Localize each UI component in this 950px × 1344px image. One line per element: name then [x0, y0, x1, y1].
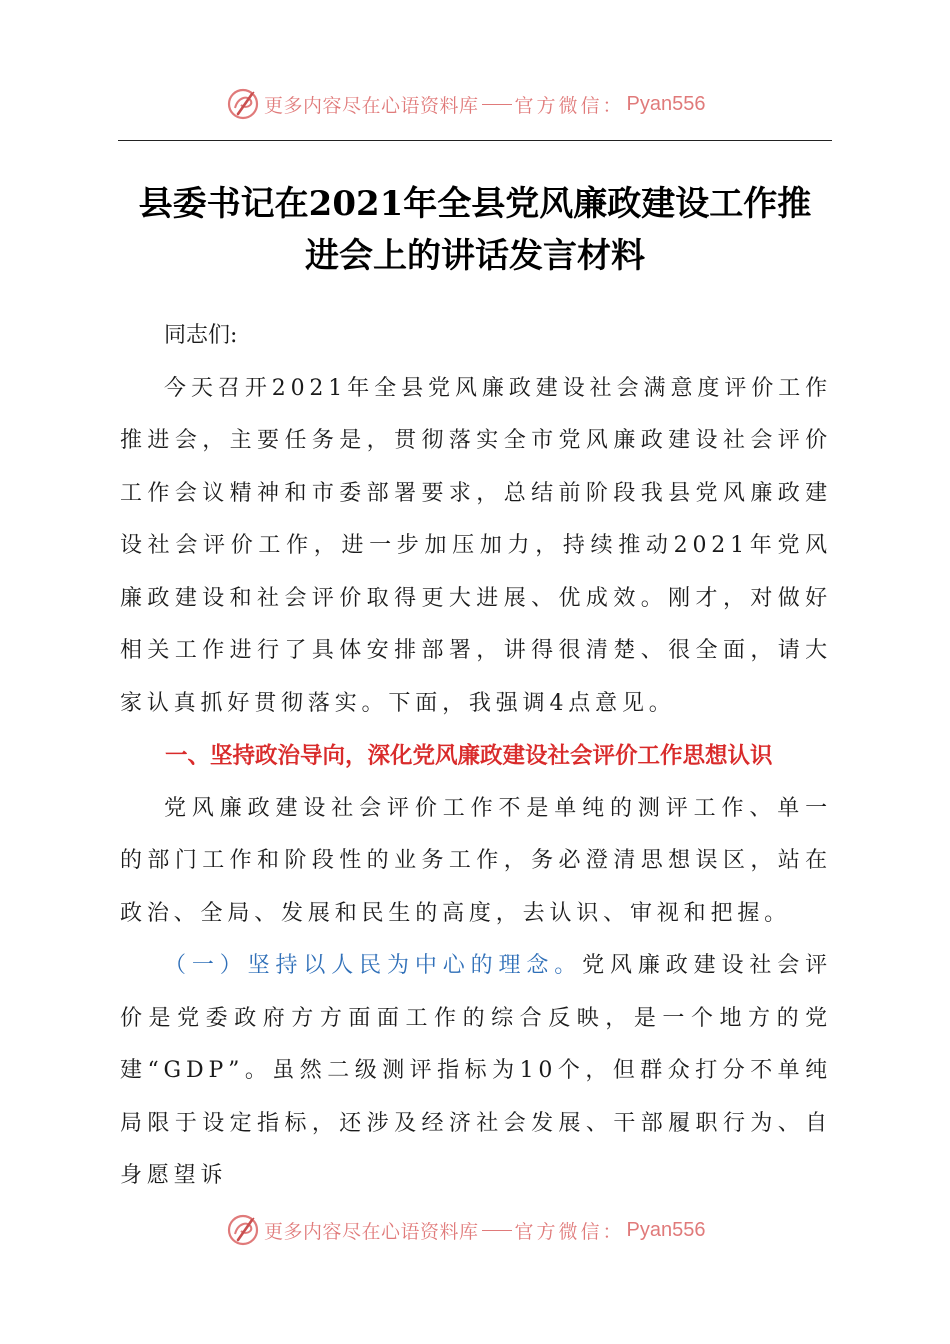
title-line-1: 县委书记在2021年全县党风廉政建设工作推	[138, 184, 812, 224]
footer-watermark	[226, 1210, 726, 1250]
pen-swirl-logo-icon	[226, 87, 260, 121]
wechat-label: 官方微信：	[514, 94, 625, 117]
paragraph-subsection-1	[120, 940, 832, 1203]
subsection-heading-1: （一）坚持以人民为中心的理念。	[164, 953, 583, 978]
paragraph-section-1: 党风廉政建设社会评价工作不是单纯的测评工作、单一的部门工作和阶段性的业务工作，务必澄清思想误区，站在政治、全局、发展和民生的高度，去认识、审视和把握。	[120, 795, 832, 926]
wechat-label: 官方微信：	[514, 1220, 625, 1243]
brand-dash	[482, 1230, 512, 1231]
paragraph-intro: 今天召开2021年全县党风廉政建设社会满意度评价工作推进会，主要任务是，贯彻落实全市党风廉政建设社会评价工作会议精神和市委部署要求，总结前阶段我县党风廉政建设社会评价工作，进一步加压加力，持续推动2021年党风廉政建设和社会评价取得更大进展、优成效。刚才，对做好相关工作进行了具体安排部署，讲得很清楚、很全面，请大家认真抓好贯彻落实。下面，我强调4点意见。	[120, 375, 832, 716]
wechat-id: Pyan556	[626, 1218, 706, 1241]
brand-dash	[482, 104, 512, 105]
document-title	[118, 178, 832, 282]
document-body	[120, 310, 832, 1203]
header-divider	[118, 140, 832, 141]
pen-swirl-logo-icon	[226, 1213, 260, 1247]
section-heading-1: 一、坚持政治导向，深化党风廉政建设社会评价工作思想认识	[165, 743, 773, 769]
header-watermark	[226, 84, 726, 124]
title-line-2: 进会上的讲话发言材料	[305, 236, 645, 276]
brand-text: 更多内容尽在心语资料库	[264, 1220, 479, 1243]
wechat-id: Pyan556	[626, 92, 706, 115]
subsection-1-text: 党风廉政建设社会评价是党委政府方方面面工作的综合反映，是一个地方的党建“GDP”。虽然二级测评指标为10个，但群众打分不单纯局限于设定指标，还涉及经济社会发展、干部履职行为、自身愿望诉	[120, 953, 833, 1188]
brand-text: 更多内容尽在心语资料库	[264, 94, 479, 117]
salutation: 同志们:	[164, 323, 238, 348]
